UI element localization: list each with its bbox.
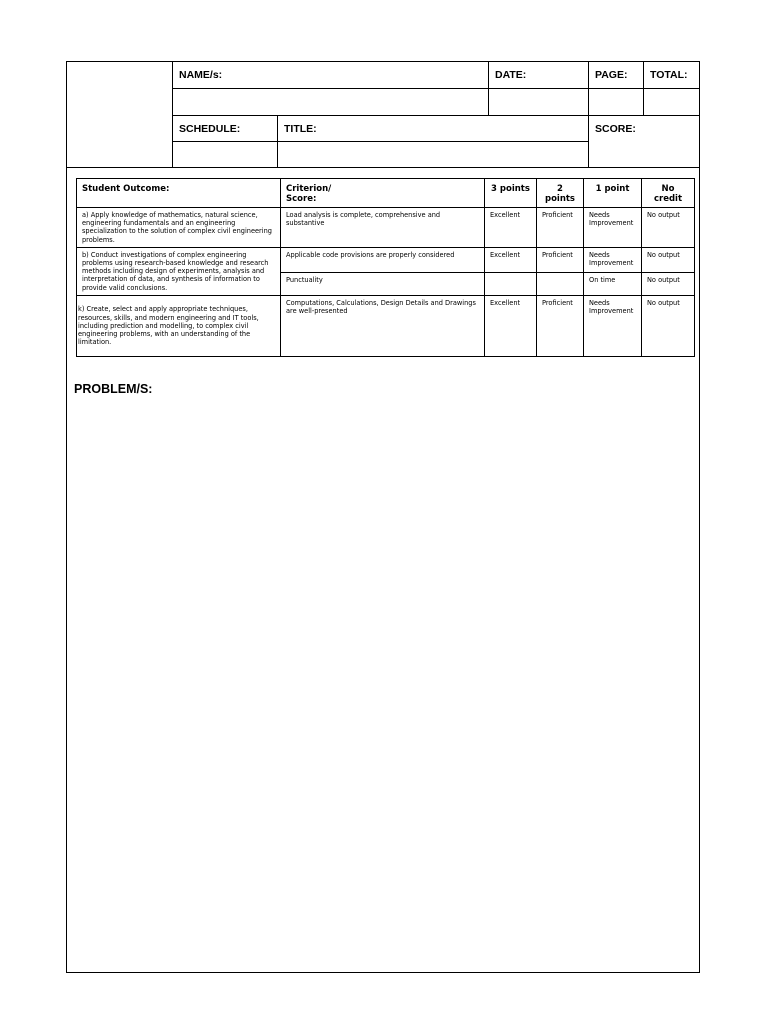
criterion-cell: Applicable code provisions are properly considered bbox=[281, 247, 485, 272]
table-row bbox=[77, 247, 695, 272]
schedule-field[interactable] bbox=[172, 141, 278, 168]
date-field[interactable] bbox=[488, 88, 589, 116]
name-field[interactable] bbox=[172, 88, 489, 116]
name-label-cell bbox=[172, 61, 489, 89]
rubric-table bbox=[76, 178, 695, 357]
outcome-cell: a) Apply knowledge of mathematics, natural science, engineering fundamentals and an engineering specialization to the solution of complex civil engineering problems. bbox=[77, 208, 281, 248]
no-credit-cell[interactable]: No output bbox=[642, 295, 695, 356]
one-point-cell[interactable]: Needs Improvement bbox=[584, 295, 642, 356]
three-points-cell[interactable] bbox=[485, 272, 537, 295]
two-points-cell[interactable]: Proficient bbox=[537, 295, 584, 356]
title-field[interactable] bbox=[277, 141, 589, 168]
criterion-cell: Load analysis is complete, comprehensive and substantive bbox=[281, 208, 485, 248]
one-point-cell[interactable]: Needs Improvement bbox=[584, 208, 642, 248]
two-points-header: 2 points bbox=[537, 179, 584, 208]
three-points-cell[interactable]: Excellent bbox=[485, 295, 537, 356]
outcome-header: Student Outcome: bbox=[77, 179, 281, 208]
one-point-header: 1 point bbox=[584, 179, 642, 208]
table-row bbox=[77, 208, 695, 248]
three-points-cell[interactable]: Excellent bbox=[485, 247, 537, 272]
schedule-label: SCHEDULE: bbox=[179, 123, 241, 135]
two-points-cell[interactable] bbox=[537, 272, 584, 295]
date-label: DATE: bbox=[495, 69, 527, 81]
no-credit-cell[interactable]: No output bbox=[642, 208, 695, 248]
criterion-header: Criterion/ Score: bbox=[281, 179, 485, 208]
two-points-cell[interactable]: Proficient bbox=[537, 208, 584, 248]
outcome-cell: k) Create, select and apply appropriate techniques, resources, skills, and modern engineering and IT tools, including prediction and modelling, to complex civil engineering problems, with an understanding of the limitation. bbox=[77, 295, 281, 356]
date-label-cell bbox=[488, 61, 589, 89]
no-credit-cell[interactable]: No output bbox=[642, 247, 695, 272]
page-label: PAGE: bbox=[595, 69, 628, 81]
no-credit-header: No credit bbox=[642, 179, 695, 208]
score-label: SCORE: bbox=[595, 123, 636, 135]
three-points-cell[interactable]: Excellent bbox=[485, 208, 537, 248]
outcome-cell: b) Conduct investigations of complex engineering problems using research-based knowledge and research methods including design of experiments, analysis and interpretation of data, and synthesis of information to provide valid conclusions. bbox=[77, 247, 281, 295]
page-field[interactable] bbox=[588, 88, 644, 116]
three-points-header: 3 points bbox=[485, 179, 537, 208]
schedule-label-cell bbox=[172, 115, 278, 142]
rubric-header-row bbox=[77, 179, 695, 208]
name-label: NAME/s: bbox=[179, 69, 223, 81]
problems-heading: PROBLEM/S: bbox=[74, 382, 153, 396]
one-point-cell[interactable]: Needs Improvement bbox=[584, 247, 642, 272]
score-cell[interactable] bbox=[588, 115, 700, 168]
header-separator bbox=[66, 167, 700, 168]
table-row bbox=[77, 295, 695, 356]
total-label-cell bbox=[643, 61, 700, 89]
title-label: TITLE: bbox=[284, 123, 317, 135]
no-credit-cell[interactable]: No output bbox=[642, 272, 695, 295]
page-label-cell bbox=[588, 61, 644, 89]
total-field[interactable] bbox=[643, 88, 700, 116]
title-label-cell bbox=[277, 115, 589, 142]
two-points-cell[interactable]: Proficient bbox=[537, 247, 584, 272]
criterion-cell: Computations, Calculations, Design Details and Drawings are well-presented bbox=[281, 295, 485, 356]
one-point-cell[interactable]: On time bbox=[584, 272, 642, 295]
criterion-cell: Punctuality bbox=[281, 272, 485, 295]
total-label: TOTAL: bbox=[650, 69, 688, 81]
